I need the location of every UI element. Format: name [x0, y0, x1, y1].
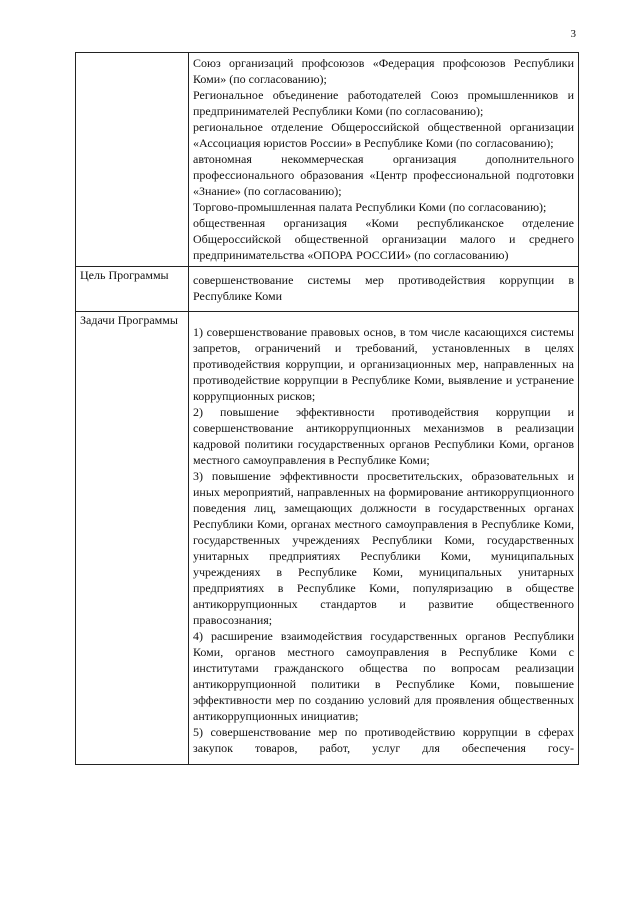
row-label	[76, 53, 189, 267]
participant-item: автономная некоммерческая организация дополнительного профессионального образования «Центр профессиональной подготовки «Знание» (по согласованию);	[193, 152, 574, 198]
participant-item: Союз организаций профсоюзов «Федерация профсоюзов Республики Коми» (по согласованию);	[193, 56, 574, 86]
task-item: 3) повышение эффективности просветительских, образовательных и иных мероприятий, направленных на формирование антикоррупционного поведения лиц, замещающих должности в государственных органах Республики Коми, органах местного самоуправления в Республике Коми, государственных учреждениях Республики Коми, государственных унитарных предприятиях Республики Коми, муниципальных учреждениях в Республике Коми, муниципальных унитарных предприятиях в Республике Коми, популяризацию в обществе антикоррупционных стандартов и развитие общественного правосознания;	[193, 469, 574, 627]
table-row-goal	[76, 267, 579, 312]
participant-item: Торгово-промышленная палата Республики Коми (по согласованию);	[193, 200, 547, 214]
row-label: Задачи Программы	[76, 312, 189, 765]
task-item: 1) совершенствование правовых основ, в том числе касающихся системы запретов, ограничений и требований, установленных в целях противодействия коррупции, и организационных мер, направленных на противодействие коррупции в Республике Коми, выявление и устранение коррупционных рисков;	[193, 325, 574, 403]
task-item: 5) совершенствование мер по противодействию коррупции в сферах закупок товаров, работ, услуг для обеспечения госу-	[193, 725, 574, 755]
program-passport-table	[75, 52, 579, 765]
goal-text: совершенствование системы мер противодействия коррупции в Республике Коми	[193, 273, 574, 303]
participant-item: региональное отделение Общероссийской общественной организации «Ассоциация юристов России» в Республике Коми (по согласованию);	[193, 120, 574, 150]
row-label: Цель Программы	[76, 267, 189, 312]
tasks-cell	[189, 312, 579, 765]
participants-cell	[189, 53, 579, 267]
table-row-tasks	[76, 312, 579, 765]
task-item: 4) расширение взаимодействия государственных органов Республики Коми, органов местного самоуправления в Республике Коми с институтами гражданского общества по вопросам реализации антикоррупционной политики в Республике Коми, повышение эффективности мер по созданию условий для проявления общественных антикоррупционных инициатив;	[193, 629, 574, 723]
participant-item: Региональное объединение работодателей Союз промышленников и предпринимателей Республики Коми (по согласованию);	[193, 88, 574, 118]
task-item: 2) повышение эффективности противодействия коррупции и совершенствование антикоррупционных механизмов в реализации кадровой политики государственных органов Республики Коми, органов местного самоуправления в Республике Коми;	[193, 405, 574, 467]
participant-item: общественная организация «Коми республиканское отделение Общероссийской общественной организации малого и среднего предпринимательства «ОПОРА РОССИИ» (по согласованию)	[193, 216, 574, 262]
goal-cell	[189, 267, 579, 312]
page-number: 3	[570, 28, 576, 40]
table-row-participants	[76, 53, 579, 267]
